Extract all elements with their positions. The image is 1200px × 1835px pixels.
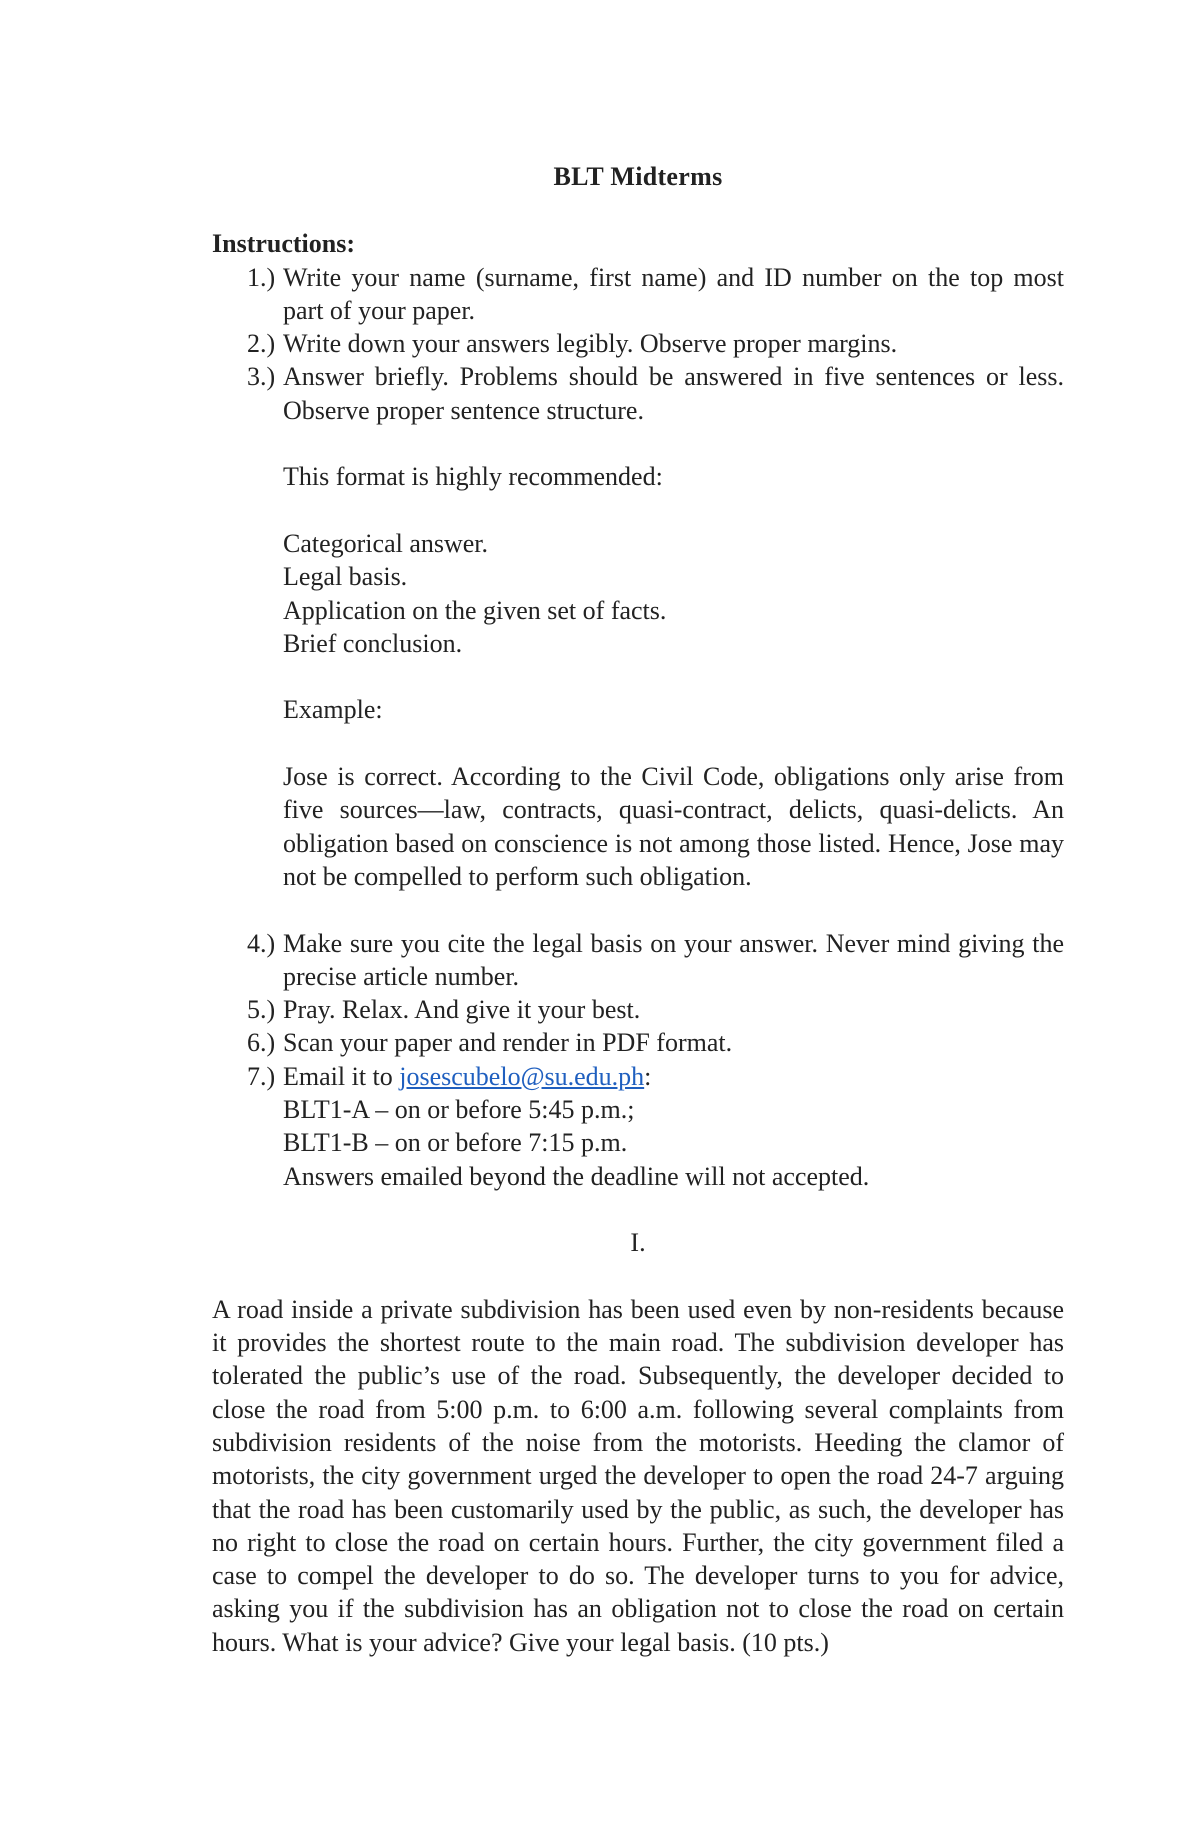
instruction-number: 2.) (247, 329, 276, 359)
example-text: Jose is correct. According to the Civil Code, obligations only arise from five sources—law, contracts, quasi-contract, delicts, quasi-delicts. An obligation based on conscience is not among those listed. Hence, Jose may not be compelled to perform such obligation. (283, 762, 1064, 891)
section-number: I. (630, 1228, 646, 1258)
format-list (212, 527, 1064, 660)
instruction-item (212, 1026, 1064, 1059)
instruction-item (212, 327, 1064, 360)
format-item: Categorical answer. (283, 528, 489, 558)
email-prefix: Email it to (283, 1061, 400, 1091)
format-item: Legal basis. (283, 562, 408, 592)
instruction-number: 1.) (247, 262, 276, 292)
instruction-text: Pray. Relax. And give it your best. (283, 995, 641, 1025)
document-title: BLT Midterms (553, 162, 723, 191)
instruction-number: 7.) (247, 1061, 276, 1091)
instructions-list (212, 261, 1064, 427)
email-suffix: : (644, 1061, 652, 1091)
instructions-heading: Instructions: (212, 229, 356, 259)
instruction-text: Scan your paper and render in PDF format. (283, 1028, 733, 1058)
instruction-item (212, 261, 1064, 328)
instruction-text: Make sure you cite the legal basis on your answer. Never mind giving the precise article number. (283, 928, 1064, 991)
problem-text: A road inside a private subdivision has been used even by non-residents because it provides the shortest route to the main road. The subdivision developer has tolerated the public’s use of the road. Subsequently, the developer decided to close the road from 5:00 p.m. to 6:00 a.m. following several complaints from subdivision residents of the noise from the motorists. Heeding the clamor of motorists, the city government urged the developer to open the road 24-7 arguing that the road has been customarily used by the public, as such, the developer has no right to close the road on certain hours. Further, the city government filed a case to compel the developer to do so. The developer turns to you for advice, asking you if the subdivision has an obligation not to close the road on certain hours. What is your advice? Give your legal basis. (10 pts.) (212, 1294, 1064, 1657)
instruction-text: Write down your answers legibly. Observe proper margins. (283, 329, 898, 359)
format-item: Application on the given set of facts. (283, 595, 667, 625)
instruction-text: Answer briefly. Problems should be answered in five sentences or less. Observe proper sentence structure. (283, 362, 1064, 425)
instruction-item (212, 360, 1064, 427)
email-link[interactable]: josescubelo@su.edu.ph (399, 1061, 645, 1091)
deadline-blt1a: BLT1-A – on or before 5:45 p.m.; (283, 1095, 635, 1125)
instruction-number: 3.) (247, 362, 276, 392)
instruction-item (212, 993, 1064, 1026)
instruction-number: 4.) (247, 928, 276, 958)
instruction-number: 6.) (247, 1028, 276, 1058)
instruction-number: 5.) (247, 995, 276, 1025)
instruction-item (212, 927, 1064, 994)
example-label: Example: (283, 695, 383, 725)
format-intro: This format is highly recommended: (283, 462, 663, 492)
instructions-list-continued (212, 927, 1064, 1193)
document-page (212, 160, 1064, 1659)
deadline-note: Answers emailed beyond the deadline will not accepted. (283, 1161, 870, 1191)
instruction-text: Write your name (surname, first name) and ID number on the top most part of your paper. (283, 262, 1064, 325)
format-item: Brief conclusion. (283, 628, 463, 658)
deadline-blt1b: BLT1-B – on or before 7:15 p.m. (283, 1128, 628, 1158)
instruction-item-email (212, 1060, 1064, 1193)
